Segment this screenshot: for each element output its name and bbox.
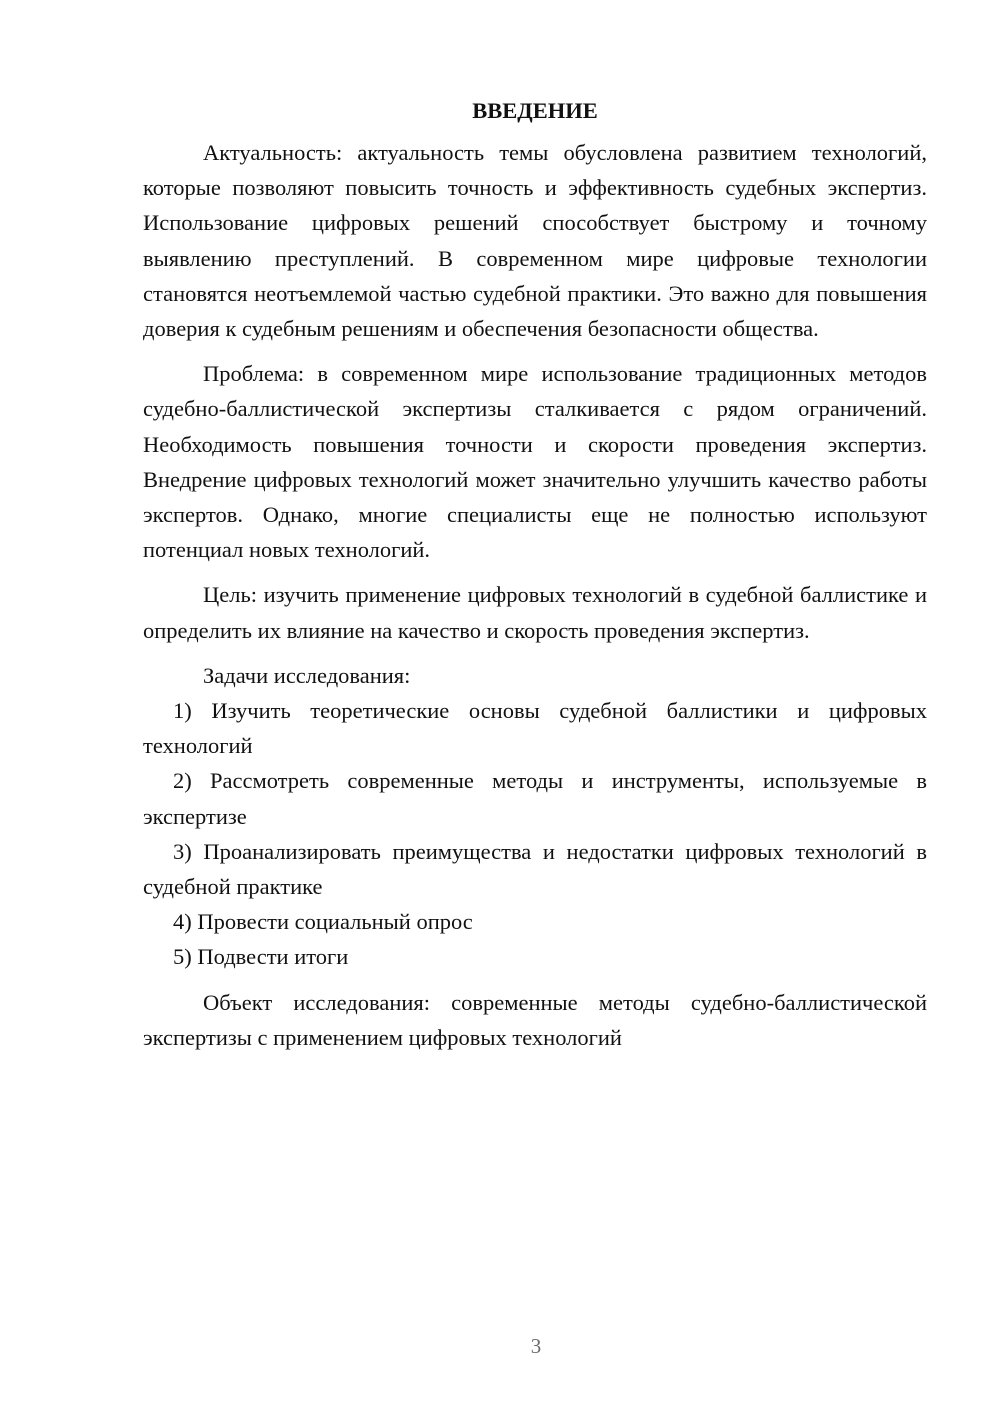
task-item-3: 3) Проанализировать преимущества и недостатки цифровых технологий в судебной практике (143, 838, 927, 900)
paragraph-relevance: Актуальность: актуальность темы обусловлена развитием технологий, которые позволяют повысить точность и эффективность судебных экспертиз. Использование цифровых решений способствует быстрому и точному выявлению преступлений. В современном мире цифровые технологии становятся неотъемлемой частью судебной практики. Это важно для повышения доверия к судебным решениям и обеспечения безопасности общества. (143, 140, 927, 342)
task-item-1: 1) Изучить теоретические основы судебной баллистики и цифровых технологий (143, 698, 927, 759)
paragraph-goal: Цель: изучить применение цифровых технологий в судебной баллистике и определить их влияние на качество и скорость проведения экспертиз. (143, 582, 927, 643)
task-item-4: 4) Провести социальный опрос (173, 909, 473, 935)
task-item-2: 2) Рассмотреть современные методы и инструменты, используемые в экспертизе (143, 768, 927, 829)
page-content (143, 93, 927, 1055)
tasks-heading: Задачи исследования: (203, 662, 411, 688)
page-title: ВВЕДЕНИЕ (472, 98, 598, 123)
paragraph-object: Объект исследования: современные методы судебно-баллистической экспертизы с применением цифровых технологий (143, 989, 927, 1050)
page-number: 3 (530, 1334, 542, 1358)
paragraph-problem: Проблема: в современном мире использование традиционных методов судебно-баллистической экспертизы сталкивается с рядом ограничений. Необходимость повышения точности и скорости проведения экспертиз. Внедрение цифровых технологий может значительно улучшить качество работы экспертов. Однако, многие специалисты еще не полностью используют потенциал новых технологий. (143, 361, 927, 563)
task-item-5: 5) Подвести итоги (173, 944, 349, 970)
